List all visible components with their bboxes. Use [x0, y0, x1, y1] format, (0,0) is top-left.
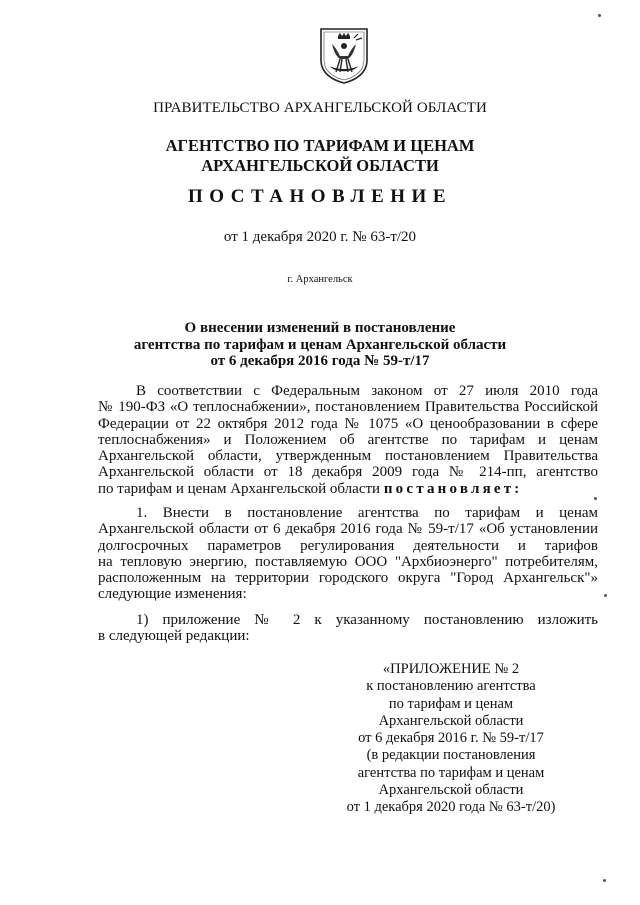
agency-name-line: АРХАНГЕЛЬСКОЙ ОБЛАСТИ [201, 156, 439, 175]
appendix-line: от 1 декабря 2020 года № 63-т/20) [346, 799, 556, 816]
document-date-number: от 1 декабря 2020 г. № 63-т/20 [223, 229, 417, 245]
appendix-line: агентства по тарифам и ценам [357, 764, 545, 781]
text-line: № 190-ФЗ «О теплоснабжении», постановлением Правительства Российской [98, 399, 598, 416]
paragraph-preamble [98, 383, 598, 497]
scan-mark [598, 14, 601, 17]
appendix-line: к постановлению агентства [366, 678, 536, 695]
text-line: теплоснабжения» и Положением об агентстве по тарифам и ценам [98, 431, 598, 448]
text-line: В соответствии с Федеральным законом от 27 июля 2010 года [136, 383, 598, 399]
appendix-line: Архангельской области [378, 782, 524, 799]
text-line: следующие изменения: [98, 586, 247, 603]
text-line: в следующей редакции: [98, 628, 250, 645]
agency-name-line: АГЕНТСТВО ПО ТАРИФАМ И ЦЕНАМ [165, 136, 475, 155]
document-city: г. Архангельск [287, 274, 353, 285]
text-line: 1) приложение № 2 к указанному постановлению изложить [136, 612, 598, 628]
paragraph-subitem-1 [98, 612, 598, 645]
text-line-start: по тарифам и ценам Архангельской области [98, 480, 381, 497]
subject-line: О внесении изменений в постановление [184, 320, 456, 336]
document-type-heading: ПОСТАНОВЛЕНИЕ [187, 186, 453, 207]
scan-mark [603, 879, 606, 882]
subject-line: от 6 декабря 2016 года № 59-т/17 [210, 353, 430, 369]
text-line [98, 481, 598, 497]
appendix-line: (в редакции постановления [366, 747, 536, 764]
appendix-line: Архангельской области [378, 712, 524, 729]
appendix-line: «ПРИЛОЖЕНИЕ № 2 [382, 661, 520, 677]
document-subject [0, 320, 640, 370]
text-line: Архангельской области от 18 декабря 2009 года № 214-пп, агентство [98, 464, 598, 481]
text-line: 1. Внести в постановление агентства по тарифам и ценам [136, 505, 598, 521]
scan-mark [594, 497, 597, 500]
appendix-line: от 6 декабря 2016 г. № 59-т/17 [358, 730, 544, 747]
government-title: ПРАВИТЕЛЬСТВО АРХАНГЕЛЬСКОЙ ОБЛАСТИ [153, 100, 487, 116]
text-line: расположенным на территории городского округа "Город Архангельск"» [98, 570, 598, 587]
paragraph-item-1 [98, 505, 598, 603]
coat-of-arms-icon [318, 26, 370, 84]
appendix-header [336, 661, 566, 817]
resolve-keyword: постановляет: [383, 480, 523, 497]
text-line: Федерации от 22 октября 2012 года № 1075 «О ценообразовании в сфере [98, 415, 598, 432]
text-line: долгосрочных параметров регулирования деятельности и тарифов [98, 537, 598, 554]
text-line: Архангельской области, утвержденным постановлением Правительства [98, 448, 598, 465]
scan-mark [604, 594, 607, 597]
agency-name [0, 136, 640, 176]
text-line: на тепловую энергию, поставляемую ООО "Архбиоэнерго" потребителям, [98, 553, 598, 570]
appendix-line: по тарифам и ценам [388, 695, 514, 712]
subject-line: агентства по тарифам и ценам Архангельской области [133, 336, 507, 353]
text-line: Архангельской области от 6 декабря 2016 года № 59-т/17 «Об установлении [98, 521, 598, 538]
